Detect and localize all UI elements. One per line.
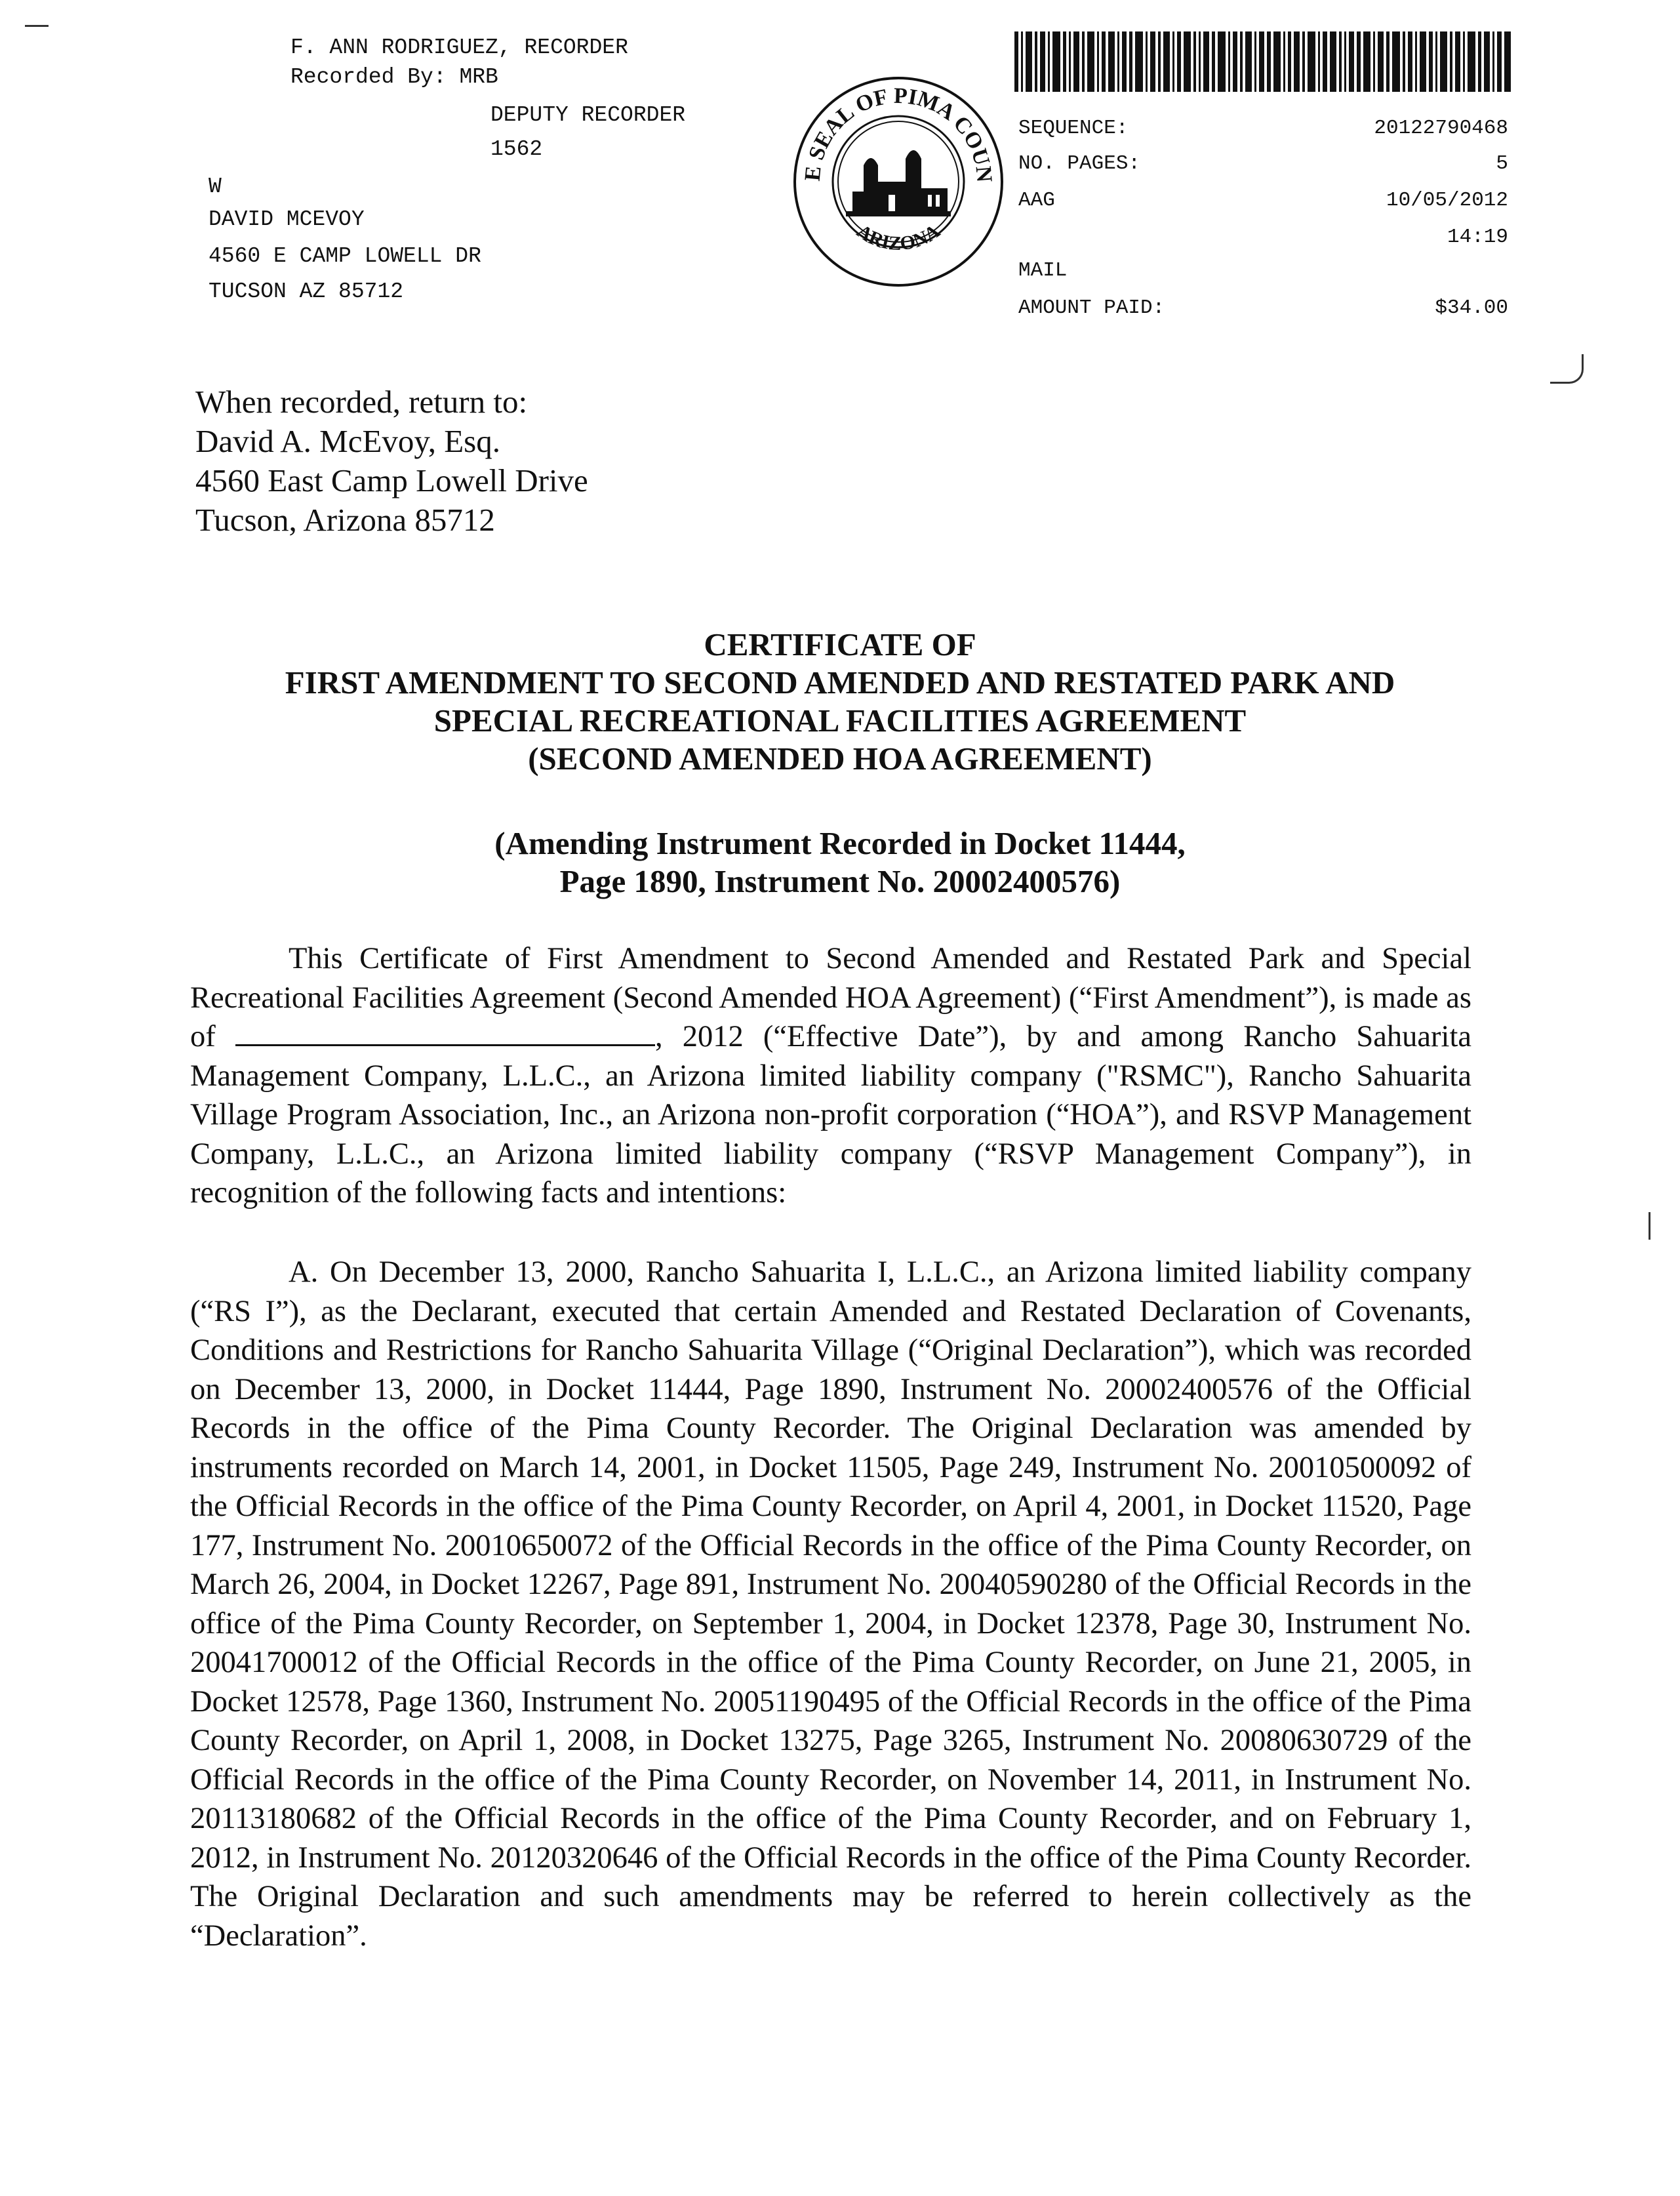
effective-date-blank [235,1022,655,1046]
return-to-block [195,382,588,540]
mail-code: W [209,174,222,199]
recital-a-text: A. On December 13, 2000, Rancho Sahuarita I, L.L.C., an Arizona limited liability company (“RS I”), as the Declarant, executed that certain Amended and Restated Declaration of Covenants, Conditions and Restrictions for Rancho Sahuarita Village (“Original Declaration”), which was recorded on December 13, 2000, in Docket 11444, Page 1890, Instrument No. 20002400576 of the Official Records in the office of the Pima County Recorder. The Original Declaration was amended by instruments recorded on March 14, 2001, in Docket 11505, Page 249, Instrument No. 20010500092 of the Official Records in the office of the Pima County Recorder, on April 4, 2001, in Docket 11520, Page 177, Instrument No. 20010650072 of the Official Records in the office of the Pima County Recorder, on March 26, 2004, in Docket 12267, Page 891, Instrument No. 20040590280 of the Official Records in the office of the Pima County Recorder, on September 1, 2004, in Docket 12378, Page 30, Instrument No. 20041700012 of the Official Records in the office of the Pima County Recorder, on June 21, 2005, in Docket 12578, Page 1360, Instrument No. 20051190495 of the Official Records in the office of the Pima County Recorder, on April 1, 2008, in Docket 13275, Page 3265, Instrument No. 20080630729 of the Official Records in the office of the Pima County Recorder, on November 14, 2011, in Instrument No. 20113180682 of the Official Records in the office of the Pima County Recorder, and on February 1, 2012, in Instrument No. 20120320646 of the Official Records in the office of the Pima County Recorder. The Original Declaration and such amendments may be referred to herein collectively as the “Declaration”. [190,1255,1471,1953]
deputy-number: 1562 [490,137,543,161]
seal-mission-drawing [846,150,951,216]
return-to-line-3: 4560 East Camp Lowell Drive [195,462,588,498]
pages-value: 5 [1496,152,1508,175]
title-line-2: FIRST AMENDMENT TO SECOND AMENDED AND RESTATED PARK AND [285,664,1395,701]
scan-mark-top-left [25,25,49,27]
return-to-line-4: Tucson, Arizona 85712 [195,502,495,538]
return-street: 4560 E CAMP LOWELL DR [209,244,481,268]
seal-top-text: E SEAL OF PIMA COUN [800,83,997,184]
intro-text-a: This Certificate of First Amendment to Second Amended and Restated Park and Special Recreational Facilities Agreement (Second Amended HOA Agreement) (“First Amendment”), is made as of [190,942,1471,1053]
date-value: 10/05/2012 [1386,189,1508,212]
pages-label: NO. PAGES: [1018,152,1141,175]
recorded-by: Recorded By: MRB [290,65,498,89]
scan-mark-right [1550,354,1584,384]
svg-text:ARIZONA [853,220,944,255]
return-to-line-2: David A. McEvoy, Esq. [195,423,500,459]
sequence-label: SEQUENCE: [1018,117,1129,140]
return-to-line-1: When recorded, return to: [195,384,528,420]
document-title [0,626,1680,778]
title-line-1: CERTIFICATE OF [704,626,976,662]
return-name: DAVID MCEVOY [209,207,365,232]
amount-value: $34.00 [1435,296,1508,319]
amount-label: AMOUNT PAID: [1018,296,1165,319]
seal-bottom-text: ARIZONA [852,220,944,255]
recital-a-paragraph [190,1253,1471,1955]
code-label: AAG [1018,189,1055,212]
subtitle-line-1: (Amending Instrument Recorded in Docket 11444, [494,825,1186,861]
title-line-3: SPECIAL RECREATIONAL FACILITIES AGREEMENT [433,702,1247,739]
seal-graphic [790,73,1007,290]
recorder-name: F. ANN RODRIGUEZ, RECORDER [290,35,628,60]
time-value: 14:19 [1447,226,1508,249]
delivery-label: MAIL [1018,259,1068,282]
pima-county-seal [790,73,1007,290]
intro-paragraph [190,939,1471,1213]
deputy-title: DEPUTY RECORDER [490,103,686,127]
sequence-value: 20122790468 [1374,117,1508,140]
title-line-4: (SECOND AMENDED HOA AGREEMENT) [528,741,1152,777]
svg-text:THE SEAL OF PIMA COUNTY [790,73,997,184]
intro-text-b: , 2012 (“Effective Date”), by and among Rancho Sahuarita Management Company, L.L.C., an Arizona limited liability company ("RSMC"), Rancho Sahuarita Village Program Association, Inc., an Arizona non-profit corporation (“HOA”), and RSVP Management Company, L.L.C., an Arizona limited liability company (“RSVP Management Company”), in recognition of the following facts and intentions: [190,1020,1472,1210]
scan-mark-right-tick [1649,1212,1650,1240]
recording-barcode [1014,31,1534,92]
subtitle-line-2: Page 1890, Instrument No. 20002400576) [559,863,1121,899]
return-city: TUCSON AZ 85712 [209,279,404,304]
document-subtitle [0,824,1680,901]
